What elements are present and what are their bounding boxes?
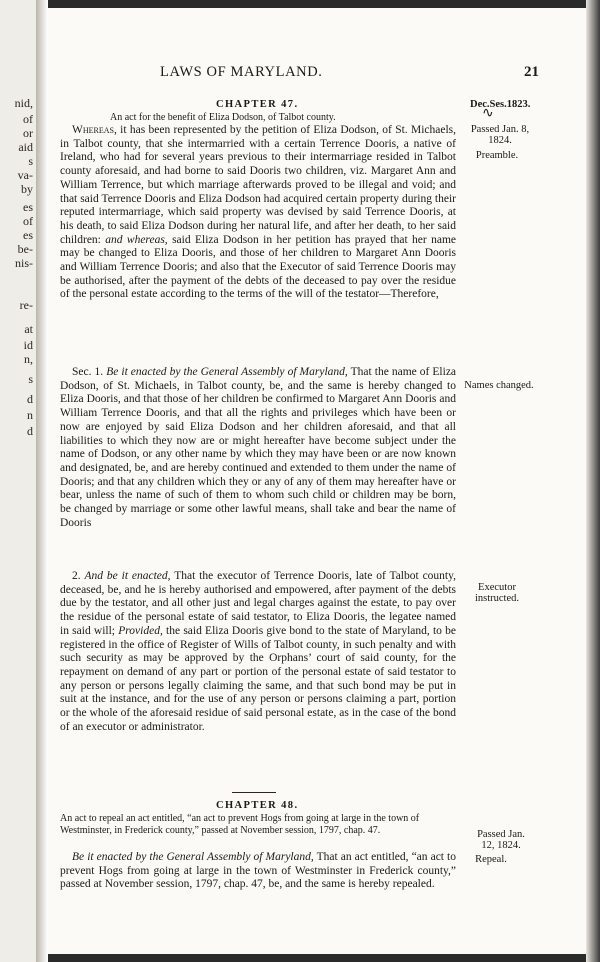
whereas-italic: and whereas, <box>105 233 168 246</box>
book-gutter <box>36 0 48 962</box>
chapter-48-body <box>60 851 456 892</box>
chapter-divider <box>232 792 276 793</box>
prev-fragment: d <box>27 392 33 406</box>
prev-fragment: id <box>23 338 33 352</box>
prev-fragment: aid <box>18 140 33 154</box>
prev-fragment: be- <box>17 242 33 256</box>
previous-page-edge <box>0 0 36 962</box>
chapter-48-heading: CHAPTER 48. <box>216 800 299 811</box>
prev-fragment: nis- <box>15 256 33 270</box>
preamble-continued: said Eliza Dodson in her petition has prayed that her name may be changed to Eliza Dooris, and those of her children to Margaret Ann Dooris and William Terrence Dooris; and also that the Executor of said Terrence Dooris may be authorised, after the payment of the debts of the deceased to pay over the residue of the personal estate according to the terms of the will of the testator—Therefore, <box>60 233 457 301</box>
prev-fragment: by <box>21 182 33 196</box>
margin-names-changed: Names changed. <box>464 380 534 391</box>
session-note: Dec.Ses.1823. <box>470 99 531 110</box>
page-number: 21 <box>524 64 539 80</box>
prev-fragment: n, <box>24 352 33 366</box>
section-1-label: Sec. 1. <box>72 366 104 378</box>
chapter-48-enacting: Be it enacted by the General Assembly of Maryland, <box>72 851 314 863</box>
running-head: LAWS OF MARYLAND. <box>160 64 323 80</box>
prev-fragment: of <box>23 214 33 228</box>
chapter-47-heading: CHAPTER 47. <box>216 99 299 110</box>
prev-fragment: of <box>23 112 33 126</box>
margin-passed-48: Passed Jan. 12, 1824. <box>477 829 525 851</box>
prev-fragment: d <box>27 424 33 438</box>
section-2-enacting: And be it enacted, <box>84 570 171 582</box>
page-edge <box>586 0 600 962</box>
chapter-48-text: That an act entitled, “an act to prevent Hogs from going at large in the town of Westminster in Frederick county,” passed at November session, 1797, chap. 47, be, and the same is hereby repealed. <box>60 851 456 891</box>
section-1 <box>60 366 456 530</box>
prev-fragment: at <box>24 322 33 336</box>
whereas-word: Whereas, <box>72 124 117 136</box>
chapter-48-title: An act to repeal an act entitled, “an act to prevent Hogs from going at large in the town of Westminster, in Frederick county,” passed at November session, 1797, chap. 47. <box>60 813 420 836</box>
margin-passed-47: Passed Jan. 8, 1824. <box>470 124 530 146</box>
section-2 <box>60 570 456 734</box>
prev-fragment: s <box>28 372 33 386</box>
section-2-text: That the executor of Terrence Dooris, late of Talbot county, deceased, be, and he is hereby authorised and empowered, after payment of the debts due by the testator, and all other just and legal charges against the estate, to pay over the residue of the personal estate of said testator, to Eliza Dooris, the legatee named in said will; <box>60 570 456 637</box>
prev-fragment: s <box>28 154 33 168</box>
prev-fragment: nid, <box>14 96 33 110</box>
prev-fragment: re- <box>19 298 33 312</box>
margin-preamble: Preamble. <box>475 150 519 161</box>
section-2-label: 2. <box>72 570 81 582</box>
preamble-text: it has been represented by the petition of Eliza Dodson, of St. Michaels, in Talbot county, that she intermarried with a certain Terrence Dooris, a native of Ireland, who had for several years previous to their intermarriage resided in Talbot county aforesaid, and had borne to said Dooris two children, viz. Margaret Ann and William Terrence, but which marriage afterwards proved to be illegal and void; and that said Terrence Dooris and Eliza Dodson had acquired certain property during their reputed intermarriage, which said property was devised by said Terrence Dooris, at his death, to said Eliza Dodson during her natural life, and after her death, to her said children: <box>60 124 457 246</box>
margin-executor: Executor instructed. <box>474 582 520 604</box>
prev-fragment: es <box>23 200 33 214</box>
prev-fragment: va- <box>17 168 33 182</box>
prev-fragment: or <box>23 126 33 140</box>
prev-fragment: es <box>23 228 33 242</box>
provided-word: Provided, <box>118 624 163 637</box>
flourish: ∿ <box>482 106 494 121</box>
prev-fragment: n <box>27 408 33 422</box>
section-2-continued: the said Eliza Dooris give bond to the state of Maryland, to be registered in the office of Register of Wills of Talbot county, in such penalty and with such security as may be approved by the Orphans’ court of said county, for the repayment on demand of any part or portion of the personal estate of said testator to any person or persons legally claiming the same, and that such bond may be put in suit at the instance, and for the use of any person or persons claiming a part, portion or the whole of the aforesaid residue of said personal estate, as in the case of the bond of an executor or administrator. <box>60 624 456 733</box>
chapter-47-preamble <box>60 124 456 302</box>
section-1-text: That the name of Eliza Dodson, of St. Michaels, in Talbot county, be, and the same is hereby changed to Eliza Dooris, and that those of her children be confirmed to Margaret Ann Dooris and William Terrence Dooris, and that all the rights and privileges which have been or now are enjoyed by said Eliza Dodson and her children aforesaid, and that all liabilities to which they now are or might hereafter have become subject under the name of Dodson, or any other name by which they may have been or are now known and designated, be, and are hereby continued and extended to them under the name of Dooris; and that any children which they or any of any of them may hereafter have or bear, unless the name of such of them to whom such child or children may be born, be changed by marriage or some other lawful means, shall take and bear the name of Dooris <box>60 366 457 529</box>
margin-repeal: Repeal. <box>475 854 507 865</box>
chapter-47-title: An act for the benefit of Eliza Dodson, of Talbot county. <box>110 112 336 123</box>
section-1-enacting: Be it enacted by the General Assembly of Maryland, <box>106 366 348 378</box>
